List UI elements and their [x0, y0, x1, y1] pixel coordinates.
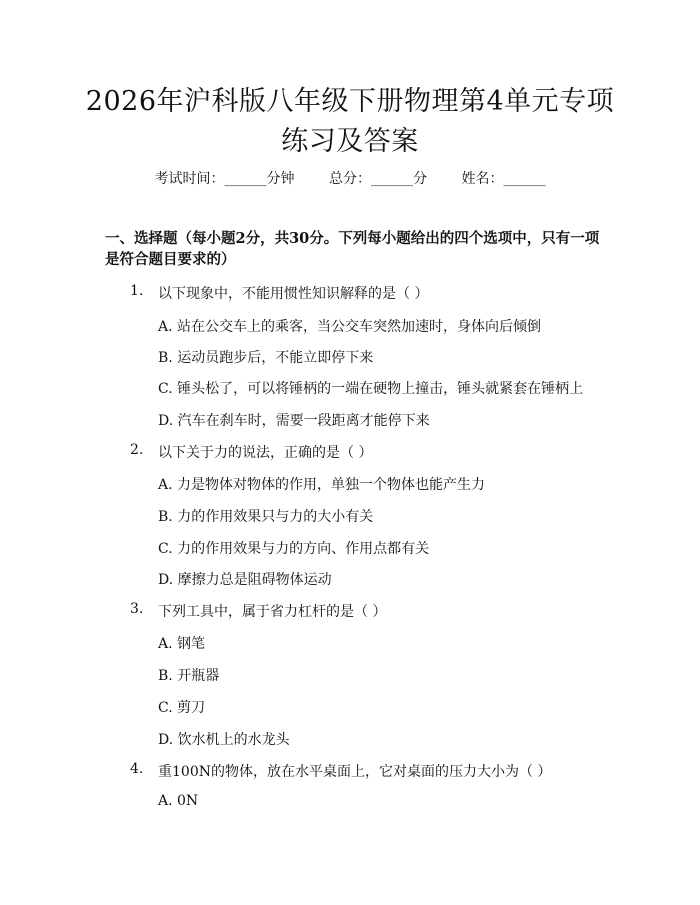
- option-line: D. 汽车在刹车时，需要一段距离才能停下来: [158, 413, 430, 429]
- score-unit: 分: [413, 171, 427, 187]
- exam-info-line: [0, 168, 700, 188]
- option-line: A. 钢笔: [158, 636, 206, 652]
- option-line: B. 力的作用效果只与力的大小有关: [158, 509, 374, 525]
- option-line: C. 力的作用效果与力的方向、作用点都有关: [158, 541, 430, 557]
- document-title: [60, 82, 640, 162]
- name-blank: ______: [503, 171, 546, 187]
- question-number: 1.: [130, 283, 144, 299]
- score-label: 总分：: [329, 171, 371, 187]
- option-line: D. 摩擦力总是阻碍物体运动: [158, 572, 332, 588]
- option-line: B. 开瓶器: [158, 668, 220, 684]
- option-line: A. 0N: [158, 793, 199, 809]
- question-number: 2.: [130, 442, 144, 458]
- time-blank: ______: [224, 171, 267, 187]
- option-line: B. 运动员跑步后，不能立即停下来: [158, 350, 374, 366]
- question-number: 3.: [130, 601, 144, 617]
- option-line: A. 站在公交车上的乘客，当公交车突然加速时，身体向后倾倒: [158, 319, 542, 335]
- section-heading: 一、选择题（每小题2分，共30分。下列每小题给出的四个选项中，只有一项是符合题目要求的）: [105, 230, 600, 268]
- question-text: 以下关于力的说法，正确的是（ ）: [158, 445, 373, 461]
- question-text: 以下现象中，不能用惯性知识解释的是（ ）: [158, 286, 429, 302]
- title-line-2: 练习及答案: [281, 126, 419, 157]
- question-text: 下列工具中，属于省力杠杆的是（ ）: [158, 604, 387, 620]
- option-line: D. 饮水机上的水龙头: [158, 732, 290, 748]
- score-blank: ______: [371, 171, 413, 187]
- name-label: 姓名：: [461, 171, 504, 187]
- option-line: C. 剪刀: [158, 700, 206, 716]
- title-line-1: 2026年沪科版八年级下册物理第4单元专项: [85, 86, 615, 117]
- question-number: 4.: [130, 761, 144, 777]
- question-text: 重100N的物体，放在水平桌面上，它对桌面的压力大小为（ ）: [158, 764, 552, 780]
- time-label: 考试时间：: [154, 171, 225, 187]
- option-line: A. 力是物体对物体的作用，单独一个物体也能产生力: [158, 477, 486, 493]
- option-line: C. 锤头松了，可以将锤柄的一端在硬物上撞击，锤头就紧套在锤柄上: [158, 381, 584, 397]
- time-unit: 分钟: [266, 171, 295, 187]
